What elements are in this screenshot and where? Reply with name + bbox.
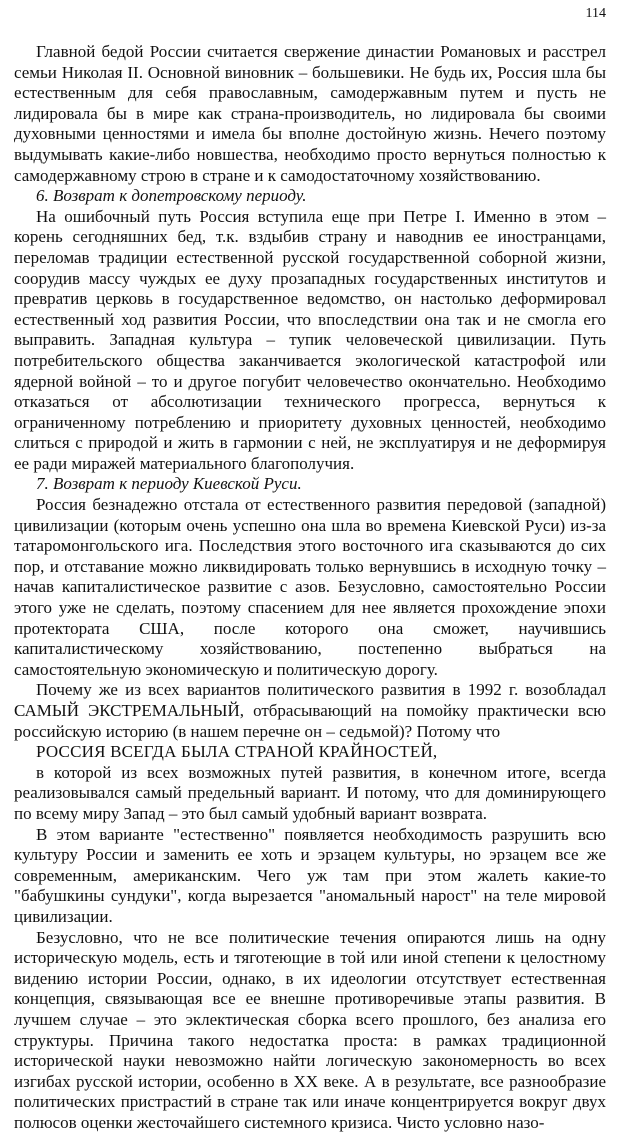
section-heading-kievan-rus: 7. Возврат к периоду Киевской Руси. [36, 474, 302, 494]
paragraph-caps-statement: РОССИЯ ВСЕГДА БЫЛА СТРАНОЙ КРАЙНОСТЕЙ, [36, 742, 438, 762]
paragraph-continuation: в которой из всех возможных путей развития, в конечном итоге, всегда реализовывался самый предельный вариант. И потому, что для доминирующего по всему миру Запад – это был самый удобный вариант возврата. [14, 762, 606, 823]
paragraph-why-extreme: Почему же из всех вариантов политического развития в 1992 г. возобладал САМЫЙ ЭКСТРЕМАЛЬНЫЙ, отбрасывающий на помойку практически всю российскую историю (в нашем перечне он – седьмой)? Потому что [14, 680, 606, 741]
paragraph-culture: В этом варианте "естественно" появляется необходимость разрушить всю культуру России и заменить ее хоть и эрзацем культуры, но эрзацем все же современным, американским. Чего уж там при этом жалеть какие-то "бабушкины сундуки", когда вырезается "аномальный нарост" на теле мировой цивилизации. [14, 824, 606, 926]
page-number: 114 [585, 6, 606, 21]
page-body [14, 42, 606, 1133]
paragraph-kievan-rus: Россия безнадежно отстала от естественного развития передовой (западной) цивилизации (которым очень успешно она шла во времена Киевской Руси) из-за татаромонгольского ига. Последствия этого восточного ига сказываются до сих пор, и отставание можно ликвидировать только вернувшись в исходную точку – начав капиталистическое развитие с азов. Безусловно, самостоятельно России этого уже не сделать, поэтому спасением для нее является прохождение эпохи протектората США, после которого она сможет, научившись капиталистическому хозяйствованию, постепенно выбраться на самостоятельную экономическую и политическую дорогу. [14, 495, 606, 679]
paragraph-romanov: Главной бедой России считается свержение династии Романовых и расстрел семьи Николая II. Основной виновник – большевики. Не будь их, Россия шла бы естественным для себя православным, самодержавным путем и пусть не лидировала бы в мире как страна-производитель, но лидировала бы своими духовными ценностями и имела бы вполне достойную жизнь. Нечего поэтому выдумывать какие-либо новшества, необходимо просто вернуться полностью к самодержавному строю в стране и к самодостаточному хозяйствованию. [14, 42, 606, 185]
paragraph-political-currents: Безусловно, что не все политические течения опираются лишь на одну историческую модель, есть и тяготеющие в той или иной степени к целостному видению истории России, однако, в их идеологии отсутствует естественная концепция, связывающая все ее внешне противоречивые этапы развития. В лучшем случае – это эклектическая сборка всего прошлого, без анализа его структуры. Причина такого недостатка проста: в рамках традиционной исторической науки невозможно найти логическую закономерность во всех изгибах русской истории, особенно в XX веке. А в результате, все разнообразие политических пристрастий в стране так или иначе концентрируется вокруг двух полюсов оценки жесточайшего системного кризиса. Чисто условно назо- [14, 927, 606, 1132]
paragraph-peter: На ошибочный путь Россия вступила еще при Петре I. Именно в этом – корень сегодняшних бед, т.к. вздыбив страну и наводнив ее иностранцами, переломав традиции естественной русской государственной соборной жизни, соорудив массу чуждых ее духу прозападных государственных институтов и превратив церковь в государственное ведомство, он настолько деформировал естественный ход развития России, что впоследствии она так и не смогла его выправить. Западная культура – тупик человеческой цивилизации. Путь потребительского общества заканчивается экологической катастрофой или ядерной войной – то и другое погубит человечество окончательно. Необходимо отказаться от абсолютизации технического прогресса, вернуться к ограниченному потреблению и приоритету духовных ценностей, необходимо слиться с природой и жить в гармонии с ней, не эксплуатируя и не деформируя ее ради миражей материального благополучия. [14, 206, 606, 473]
section-heading-pre-petrine: 6. Возврат к допетровскому периоду. [36, 186, 307, 206]
